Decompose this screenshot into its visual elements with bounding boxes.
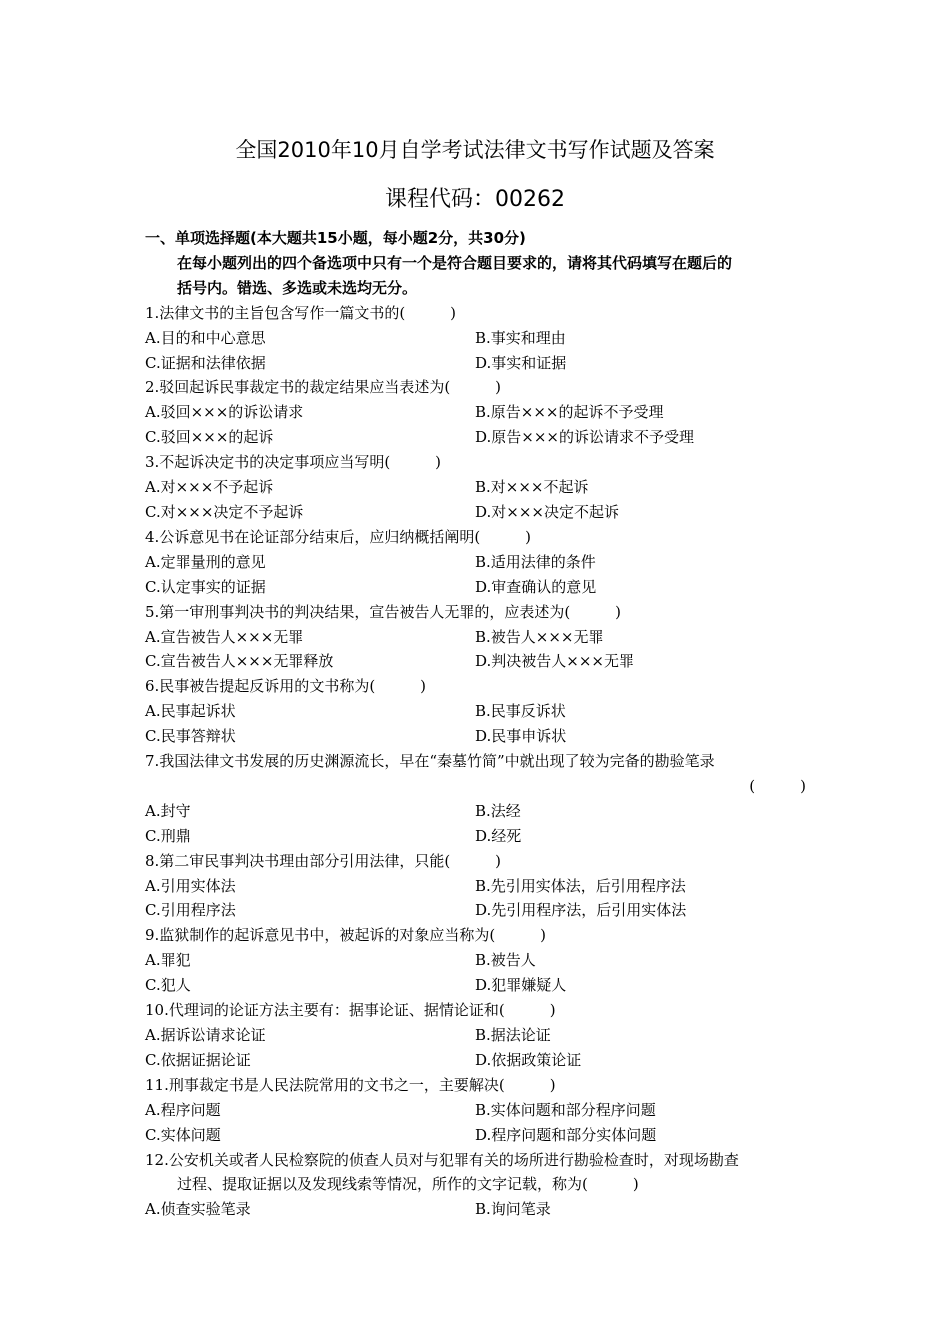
options-row [145,475,810,500]
option-c: C.实体问题 [145,1125,221,1144]
options-row [145,948,810,973]
options-row [145,973,810,998]
option-a: A.目的和中心意思 [145,328,266,347]
options-row [145,425,810,450]
option-d: D.原告×××的诉讼请求不予受理 [475,428,694,447]
question-7: 7.我国法律文书发展的历史渊源流长，早在“秦墓竹简”中就出现了较为完备的勘验笔录 [145,752,715,771]
options-row [145,1048,810,1073]
option-c: C.认定事实的证据 [145,577,266,596]
options-row [145,649,810,674]
option-c: C.依据证据论证 [145,1050,251,1069]
section-instructions-line-2: 括号内。错选、多选或未选均无分。 [177,278,418,297]
section-heading: 一、单项选择题(本大题共15小题，每小题2分，共30分) [145,229,526,247]
option-c: C.证据和法律依据 [145,353,266,372]
option-b: B.被告人×××无罪 [475,627,604,646]
option-d: D.民事申诉状 [475,727,567,746]
option-d: D.对×××决定不起诉 [475,502,619,521]
option-c: C.驳回×××的起诉 [145,428,274,447]
option-a: A.罪犯 [145,951,191,970]
option-b: B.先引用实体法，后引用程序法 [475,876,686,895]
option-b: B.实体问题和部分程序问题 [475,1100,656,1119]
option-c: C.民事答辩状 [145,727,236,746]
option-a: A.宣告被告人×××无罪 [145,627,304,646]
question-1: 1.法律文书的主旨包含写作一篇文书的( ) [145,303,457,322]
option-b: B.被告人 [475,951,536,970]
options-row [145,874,810,899]
options-row [145,898,810,923]
options-row [145,575,810,600]
question-9: 9.监狱制作的起诉意见书中，被起诉的对象应当称为( ) [145,926,547,945]
question-3: 3.不起诉决定书的决定事项应当写明( ) [145,453,442,472]
option-b: B.适用法律的条件 [475,552,596,571]
option-a: A.侦查实验笔录 [145,1200,251,1219]
option-d: D.审查确认的意见 [475,577,597,596]
option-b: B.询问笔录 [475,1200,551,1219]
option-d: D.事实和证据 [475,353,567,372]
section-instructions-line-1: 在每小题列出的四个备选项中只有一个是符合题目要求的，请将其代码填写在题后的 [177,253,733,272]
options-row [145,500,810,525]
option-d: D.犯罪嫌疑人 [475,976,567,995]
option-c: C.宣告被告人×××无罪释放 [145,652,334,671]
options-row [145,1023,810,1048]
question-5: 5.第一审刑事判决书的判决结果，宣告被告人无罪的，应表述为( ) [145,602,622,621]
question-8: 8.第二审民事判决书理由部分引用法律，只能( ) [145,851,502,870]
question-10: 10.代理词的论证方法主要有：据事论证、据情论证和( ) [145,1001,556,1020]
option-c: C.对×××决定不予起诉 [145,502,304,521]
option-a: A.程序问题 [145,1100,221,1119]
options-row [145,799,810,824]
option-a: A.民事起诉状 [145,702,236,721]
question-12: 12.公安机关或者人民检察院的侦查人员对与犯罪有关的场所进行勘验检查时，对现场勘查 [145,1150,739,1169]
option-b: B.法经 [475,801,521,820]
option-d: D.经死 [475,826,522,845]
options-row [145,1098,810,1123]
options-row [145,326,810,351]
question-12-continued: 过程、提取证据以及发现线索等情况，所作的文字记载，称为( ) [177,1175,639,1194]
options-row [145,400,810,425]
option-b: B.据法论证 [475,1026,551,1044]
option-b: B.对×××不起诉 [475,478,589,497]
option-a: A.对×××不予起诉 [145,478,274,497]
option-a: A.引用实体法 [145,876,236,895]
options-row [145,724,810,749]
option-a: A.驳回×××的诉讼请求 [145,403,304,422]
options-row [145,824,810,849]
option-c: C.犯人 [145,976,191,995]
option-b: B.事实和理由 [475,328,566,347]
options-row [145,351,810,376]
option-d: D.先引用程序法，后引用实体法 [475,901,687,920]
course-code: 课程代码：00262 [385,187,565,212]
option-d: D.判决被告人×××无罪 [475,652,634,671]
options-row [145,699,810,724]
options-row [145,550,810,575]
answer-parentheses: ( ) [749,776,806,795]
option-d: D.依据政策论证 [475,1050,582,1069]
document-title: 全国2010年10月自学考试法律文书写作试题及答案 [235,138,715,162]
option-a: A.封守 [145,801,191,820]
option-c: C.引用程序法 [145,901,236,920]
exam-content [145,226,810,1222]
option-d: D.程序问题和部分实体问题 [475,1125,657,1144]
option-c: C.刑鼎 [145,826,191,845]
options-row [145,1123,810,1148]
option-b: B.原告×××的起诉不予受理 [475,403,664,422]
option-a: A.定罪量刑的意见 [145,552,266,571]
question-4: 4.公诉意见书在论证部分结束后，应归纳概括阐明( ) [145,527,532,546]
option-a: A.据诉讼请求论证 [145,1026,266,1044]
question-2: 2.驳回起诉民事裁定书的裁定结果应当表述为( ) [145,378,502,397]
question-11: 11.刑事裁定书是人民法院常用的文书之一，主要解决( ) [145,1075,556,1094]
options-row [145,625,810,650]
option-b: B.民事反诉状 [475,702,566,721]
options-row [145,1197,810,1222]
question-6: 6.民事被告提起反诉用的文书称为( ) [145,677,427,696]
